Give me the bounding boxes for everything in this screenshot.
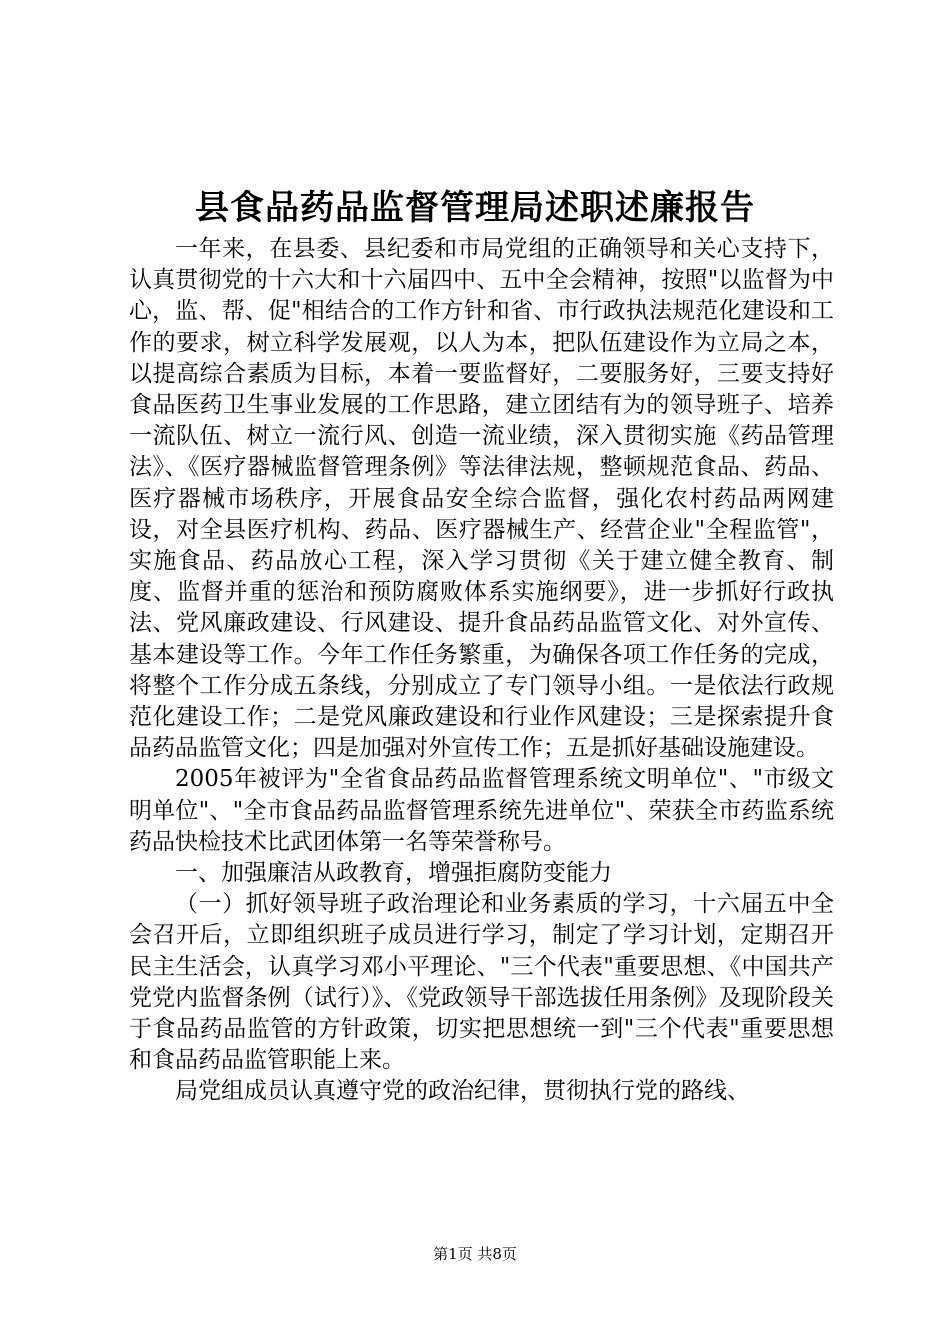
page-indicator: 第1页 共8页 bbox=[433, 1245, 517, 1263]
document-title: 县食品药品监督管理局述职述廉报告 bbox=[195, 188, 755, 228]
section-heading-1: 一、加强廉洁从政教育，增强拒腐防变能力 bbox=[175, 860, 612, 887]
paragraph-study: （一）抓好领导班子政治理论和业务素质的学习，十六届五中全会召开后，立即组织班子成员进行学习，制定了学习计划，定期召开民主生活会，认真学习邓小平理论、"三个代表"重要思想、《中国共产党党内监督条例（试行）》、《党政领导干部选拔任用条例》及现阶段关于食品药品监管的方针政策，切实把思想统一到"三个代表"重要思想和食品药品监管职能上来。 bbox=[129, 891, 834, 1074]
paragraph-discipline: 局党组成员认真遵守党的政治纪律，贯彻执行党的路线、 bbox=[175, 1078, 750, 1105]
paragraph-honors: 2005年被评为"全省食品药品监督管理系统文明单位"、"市级文明单位"、"全市食品药品监督管理系统先进单位"、荣获全市药监系统药品快检技术比武团体第一名等荣誉称号。 bbox=[129, 766, 834, 855]
paragraph-intro: 一年来，在县委、县纪委和市局党组的正确领导和关心支持下，认真贯彻党的十六大和十六届四中、五中全会精神，按照"以监督为中心，监、帮、促"相结合的工作方针和省、市行政执法规范化建设和工作的要求，树立科学发展观，以人为本，把队伍建设作为立局之本，以提高综合素质为目标，本着一要监督好，二要服务好，三要支持好食品医药卫生事业发展的工作思路，建立团结有为的领导班子、培养一流队伍、树立一流行风、创造一流业绩，深入贯彻实施《药品管理法》、《医疗器械监督管理条例》等法律法规，整顿规范食品、药品、医疗器械市场秩序，开展食品安全综合监督，强化农村药品两网建设，对全县医疗机构、药品、医疗器械生产、经营企业"全程监管"，实施食品、药品放心工程，深入学习贯彻《关于建立健全教育、制度、监督并重的惩治和预防腐败体系实施纲要》，进一步抓好行政执法、党风廉政建设、行风建设、提升食品药品监管文化、对外宣传、基本建设等工作。今年工作任务繁重，为确保各项工作任务的完成，将整个工作分成五条线，分别成立了专门领导小组。一是依法行政规范化建设工作；二是党风廉政建设和行业作风建设；三是探索提升食品药品监管文化；四是加强对外宣传工作；五是抓好基础设施建设。 bbox=[129, 236, 834, 762]
document-body bbox=[129, 234, 834, 1108]
